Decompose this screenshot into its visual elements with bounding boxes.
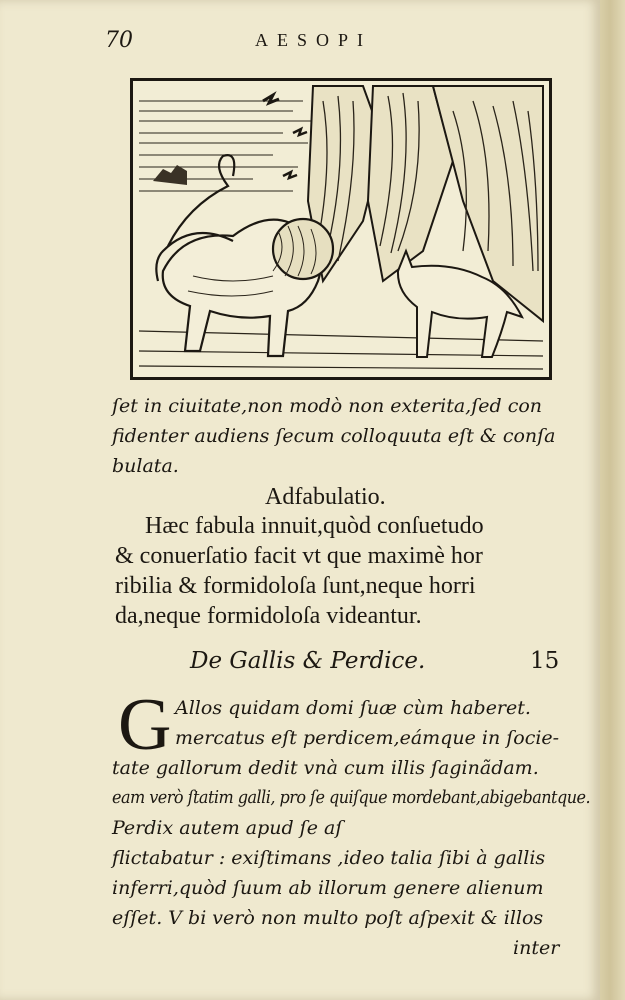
fable-line: inferri,quòd ſuum ab illorum genere alienum: [112, 877, 544, 899]
fable-line: Allos quidam domi ſuæ cùm haberet.: [175, 697, 531, 719]
lion-and-fox-woodcut-illustration: [130, 78, 552, 380]
fable-number: 15: [530, 648, 560, 674]
bird-icon: [283, 172, 297, 178]
fable-line: mercatus eſt perdicem,eámque in ſocie-: [175, 727, 560, 749]
adfabulatio-line: da,neque formidoloſa videantur.: [115, 603, 422, 629]
adfabulatio-line: ribilia & formidoloſa ſunt,neque horri: [115, 573, 476, 599]
woodcut-svg: [133, 81, 549, 377]
catchword: inter: [513, 937, 560, 959]
running-head: [105, 28, 435, 54]
fable-title: De Gallis & Perdice.: [190, 648, 426, 674]
book-gutter: [600, 0, 625, 1000]
adfabulatio-line: & conuerſatio facit vt que maximè hor: [115, 543, 483, 569]
continuation-line: ſet in ciuitate,non modò non exterita,ſed con: [112, 395, 543, 417]
running-title: AESOPI: [255, 30, 373, 50]
drop-cap: G: [118, 684, 172, 766]
adfabulatio-line: Hæc fabula innuit,quòd conſuetudo: [145, 513, 484, 539]
bird-icon: [293, 129, 307, 135]
bird-icon: [263, 95, 279, 103]
continuation-line: bulata.: [112, 455, 179, 477]
page-number: 70: [105, 28, 133, 53]
fable-line: flictabatur : exiſtimans ,ideo talia ſibi à gallis: [112, 847, 546, 869]
lion-figure: [156, 155, 333, 356]
fable-line: tate gallorum dedit vnà cum illis ſaginãdam.: [112, 757, 539, 779]
fable-line: Perdix autem apud ſe aſ: [112, 817, 343, 839]
fable-line: eam verò ſtatim galli, pro ſe quiſque mordebant,abigebantque.: [112, 787, 591, 808]
continuation-line: fidenter audiens ſecum colloquuta eſt & conſa: [112, 425, 556, 447]
fable-line: eſſet. V bi verò non multo poſt aſpexit & illos: [112, 907, 544, 929]
adfabulatio-heading: Adfabulatio.: [265, 484, 386, 510]
